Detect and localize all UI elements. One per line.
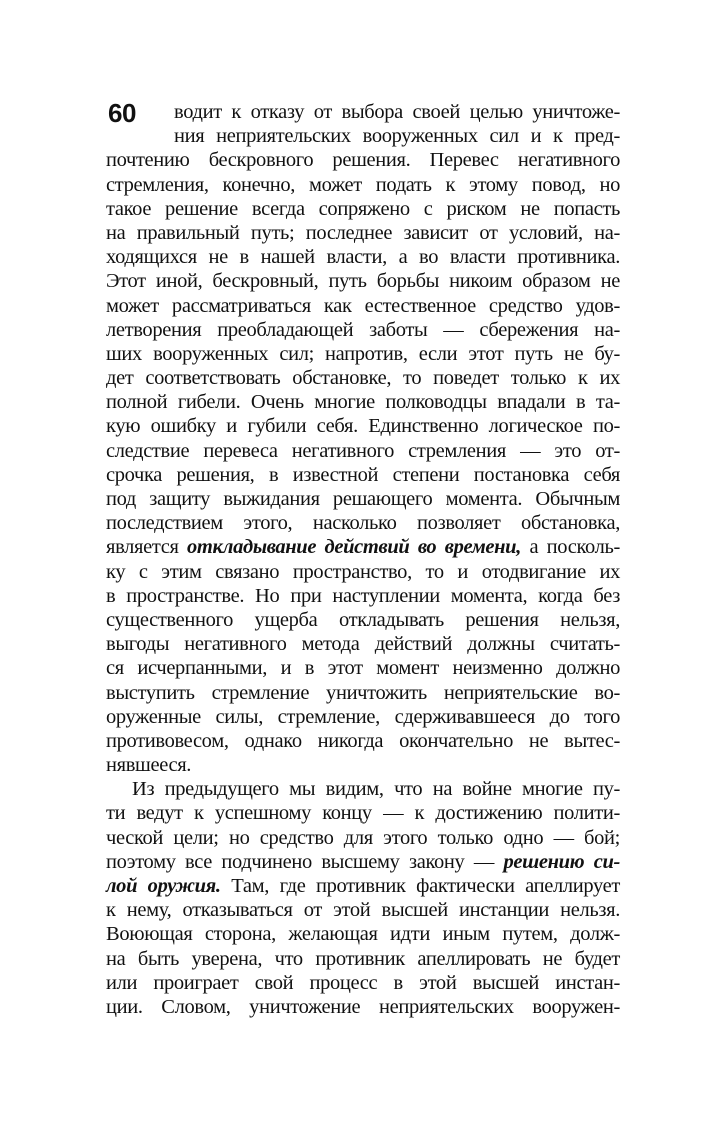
text-line: кую ошибку и губили себя. Единственно логическое по- xyxy=(106,415,620,438)
paragraph-start-line: Из предыдущего мы видим, что на войне многие пу- xyxy=(132,778,620,801)
text-line: ших вооруженных сил; напротив, если этот путь не бу- xyxy=(106,342,620,365)
text-fragment: является xyxy=(106,536,187,559)
text-line: или проиграет свой процесс в этой высшей инстан- xyxy=(106,971,620,994)
text-line: полной гибели. Очень многие полководцы впадали в та- xyxy=(106,391,620,414)
text-line: существенного ущерба откладывать решения нельзя, xyxy=(106,608,620,631)
text-line: летворения преобладающей заботы — сбережения на- xyxy=(106,318,620,341)
text-line: в пространстве. Но при наступлении момента, когда без xyxy=(106,584,620,607)
text-line: следствие перевеса негативного стремления — это от- xyxy=(106,439,620,462)
text-line: ческой цели; но средство для этого только одно — бой; xyxy=(106,826,620,849)
text-line: на правильный путь; последнее зависит от условий, на- xyxy=(106,221,620,244)
text-line: срочка решения, в известной степени постановка себя xyxy=(106,463,620,486)
text-line: оруженные силы, стремление, сдерживавшееся до того xyxy=(106,705,620,728)
body-text xyxy=(106,100,620,1019)
text-line: дет соответствовать обстановке, то поведет только к их xyxy=(106,367,620,390)
text-line: почтению бескровного решения. Перевес негативного xyxy=(106,149,620,172)
page-number: 60 xyxy=(108,98,136,128)
emphasis-text: откладывание действий во времени, xyxy=(186,536,522,559)
text-line: стремления, конечно, может подать к этому повод, но xyxy=(106,173,620,196)
emphasis-text: решению си- xyxy=(503,850,620,873)
text-line: такое решение всегда сопряжено с риском не попасть xyxy=(106,197,620,220)
text-line: ходящихся не в нашей власти, а во власти противника. xyxy=(106,246,620,269)
text-line: ти ведут к успешному концу — к достижению полити- xyxy=(106,802,620,825)
text-fragment: Там, где противник фактически апеллирует xyxy=(220,875,621,897)
text-line-with-emphasis xyxy=(106,874,620,898)
text-line: противовесом, однако никогда окончательно не вытес- xyxy=(106,729,620,752)
text-line: выступить стремление уничтожить неприятельские во- xyxy=(106,681,620,704)
text-line: ции. Словом, уничтожение неприятельских вооружен- xyxy=(106,995,620,1018)
text-line: Этот иной, бескровный, путь борьбы никоим образом не xyxy=(106,270,620,293)
text-line: последствием этого, насколько позволяет обстановка, xyxy=(106,512,620,535)
text-line: выгоды негативного метода действий должны считать- xyxy=(106,633,620,656)
text-line: Воюющая сторона, желающая идти иным путем, долж- xyxy=(106,923,620,946)
text-fragment: а посколь- xyxy=(521,536,620,559)
text-line-with-emphasis xyxy=(106,535,620,559)
text-line: ку с этим связано пространство, то и отодвигание их xyxy=(106,560,620,583)
text-fragment: поэтому все подчинено высшему закону — xyxy=(106,850,504,873)
text-line: под защиту выжидания решающего момента. Обычным xyxy=(106,488,620,510)
text-line: на быть уверена, что противник апеллировать не будет xyxy=(106,947,620,970)
text-line: водит к отказу от выбора своей целью уничтоже- xyxy=(174,101,620,123)
text-line: к нему, отказываться от этой высшей инстанции нельзя. xyxy=(106,899,620,922)
text-line: нявшееся. xyxy=(106,754,192,777)
text-line: может рассматриваться как естественное средство удов- xyxy=(106,294,620,317)
text-line: ся исчерпанными, и в этот момент неизменно должно xyxy=(106,657,620,680)
text-line-with-emphasis xyxy=(106,850,620,874)
text-line: ния неприятельских вооруженных сил и к пред- xyxy=(174,125,620,148)
emphasis-text: лой оружия. xyxy=(106,875,221,897)
